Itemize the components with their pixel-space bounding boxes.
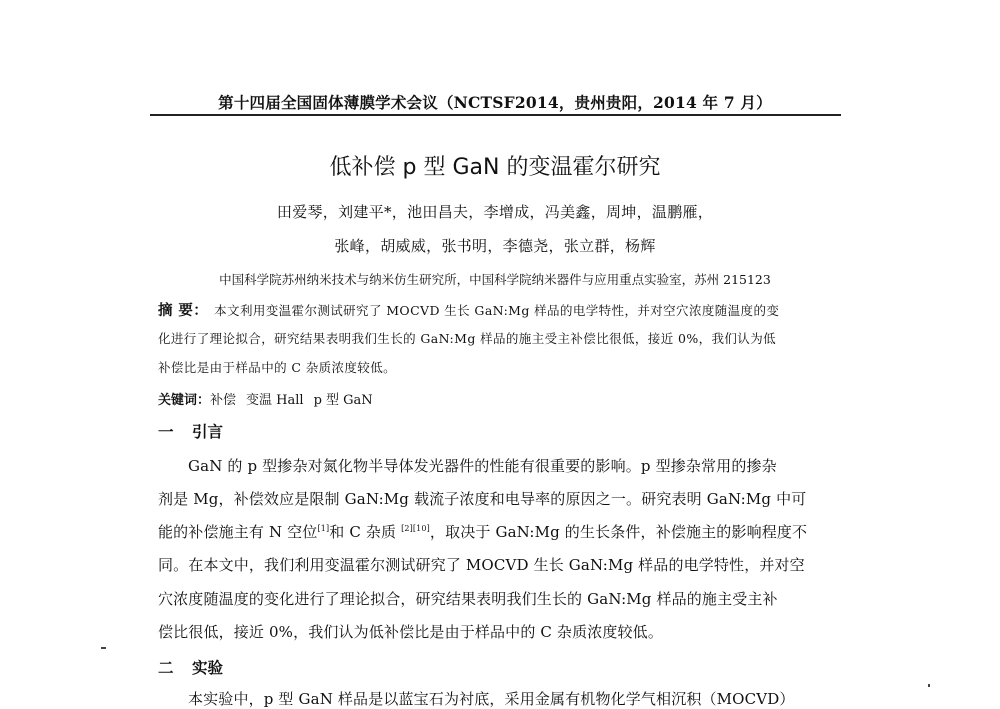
intro-line-1: GaN 的 p 型掺杂对氮化物半导体发光器件的性能有很重要的影响。p 型掺杂常用的掺杂 (188, 457, 777, 475)
section-heading-experiment (158, 656, 223, 678)
abstract-text-1: 本文利用变温霍尔测试研究了 MOCVD 生长 GaN:Mg 样品的电学特性，并对空穴浓度随温度的变 (214, 303, 780, 318)
keyword: p 型 GaN (313, 393, 373, 408)
intro-text: ，取决于 GaN:Mg 的生长条件，补偿施主的影响程度不 (429, 523, 808, 541)
section-number: 二 (158, 659, 174, 677)
scan-speck (101, 647, 106, 649)
scan-speck (928, 684, 930, 687)
intro-line-3 (158, 521, 842, 542)
paper-title: 低补偿 p 型 GaN 的变温霍尔研究 (329, 155, 661, 180)
section-title: 实验 (192, 659, 224, 677)
keyword: 变温 Hall (246, 393, 304, 408)
abstract-line-2: 化进行了理论拟合，研究结果表明我们生长的 GaN:Mg 样品的施主受主补偿比很低，接近 0%，我们认为低 (158, 331, 776, 346)
citation: [1] (317, 524, 330, 533)
section-number: 一 (158, 423, 174, 441)
abstract-line-3: 补偿比是由于样品中的 C 杂质浓度较低。 (158, 360, 397, 375)
intro-line-6: 偿比很低，接近 0%，我们认为低补偿比是由于样品中的 C 杂质浓度较低。 (158, 623, 663, 641)
affiliation: 中国科学院苏州纳米技术与纳米仿生研究所，中国科学院纳米器件与应用重点实验室，苏州 215123 (219, 272, 771, 287)
intro-line-2: 剂是 Mg，补偿效应是限制 GaN:Mg 载流子浓度和电导率的原因之一。研究表明 GaN:Mg 中可 (158, 490, 807, 508)
citation: [2][10] (401, 524, 430, 533)
abstract-label: 摘 要： (158, 302, 209, 319)
intro-line-4: 同。在本文中，我们利用变温霍尔测试研究了 MOCVD 生长 GaN:Mg 样品的电学特性，并对空 (158, 556, 805, 574)
intro-line-5: 穴浓度随温度的变化进行了理论拟合，研究结果表明我们生长的 GaN:Mg 样品的施主受主补 (158, 590, 778, 608)
keywords (158, 389, 373, 408)
section-title: 引言 (192, 423, 224, 441)
authors-line-1: 田爱琴，刘建平*，池田昌夫，李增成，冯美鑫，周坤，温鹏雁， (276, 203, 714, 221)
keyword: 补偿 (210, 393, 237, 408)
conference-header: 第十四届全国固体薄膜学术会议（NCTSF2014，贵州贵阳，2014 年 7 月） (218, 93, 772, 112)
intro-text: 和 C 杂质 (329, 523, 402, 541)
section-heading-intro (158, 420, 223, 442)
intro-text: 能的补偿施主有 N 空位 (158, 523, 318, 541)
experiment-line-1: 本实验中，p 型 GaN 样品是以蓝宝石为衬底，采用金属有机物化学气相沉积（MOCVD） (188, 690, 795, 708)
keywords-label: 关键词： (158, 393, 211, 408)
abstract-line-1 (158, 299, 779, 320)
authors-line-2: 张峰，胡威威，张书明，李德尧，张立群，杨辉 (334, 237, 656, 255)
header-rule (150, 114, 841, 116)
